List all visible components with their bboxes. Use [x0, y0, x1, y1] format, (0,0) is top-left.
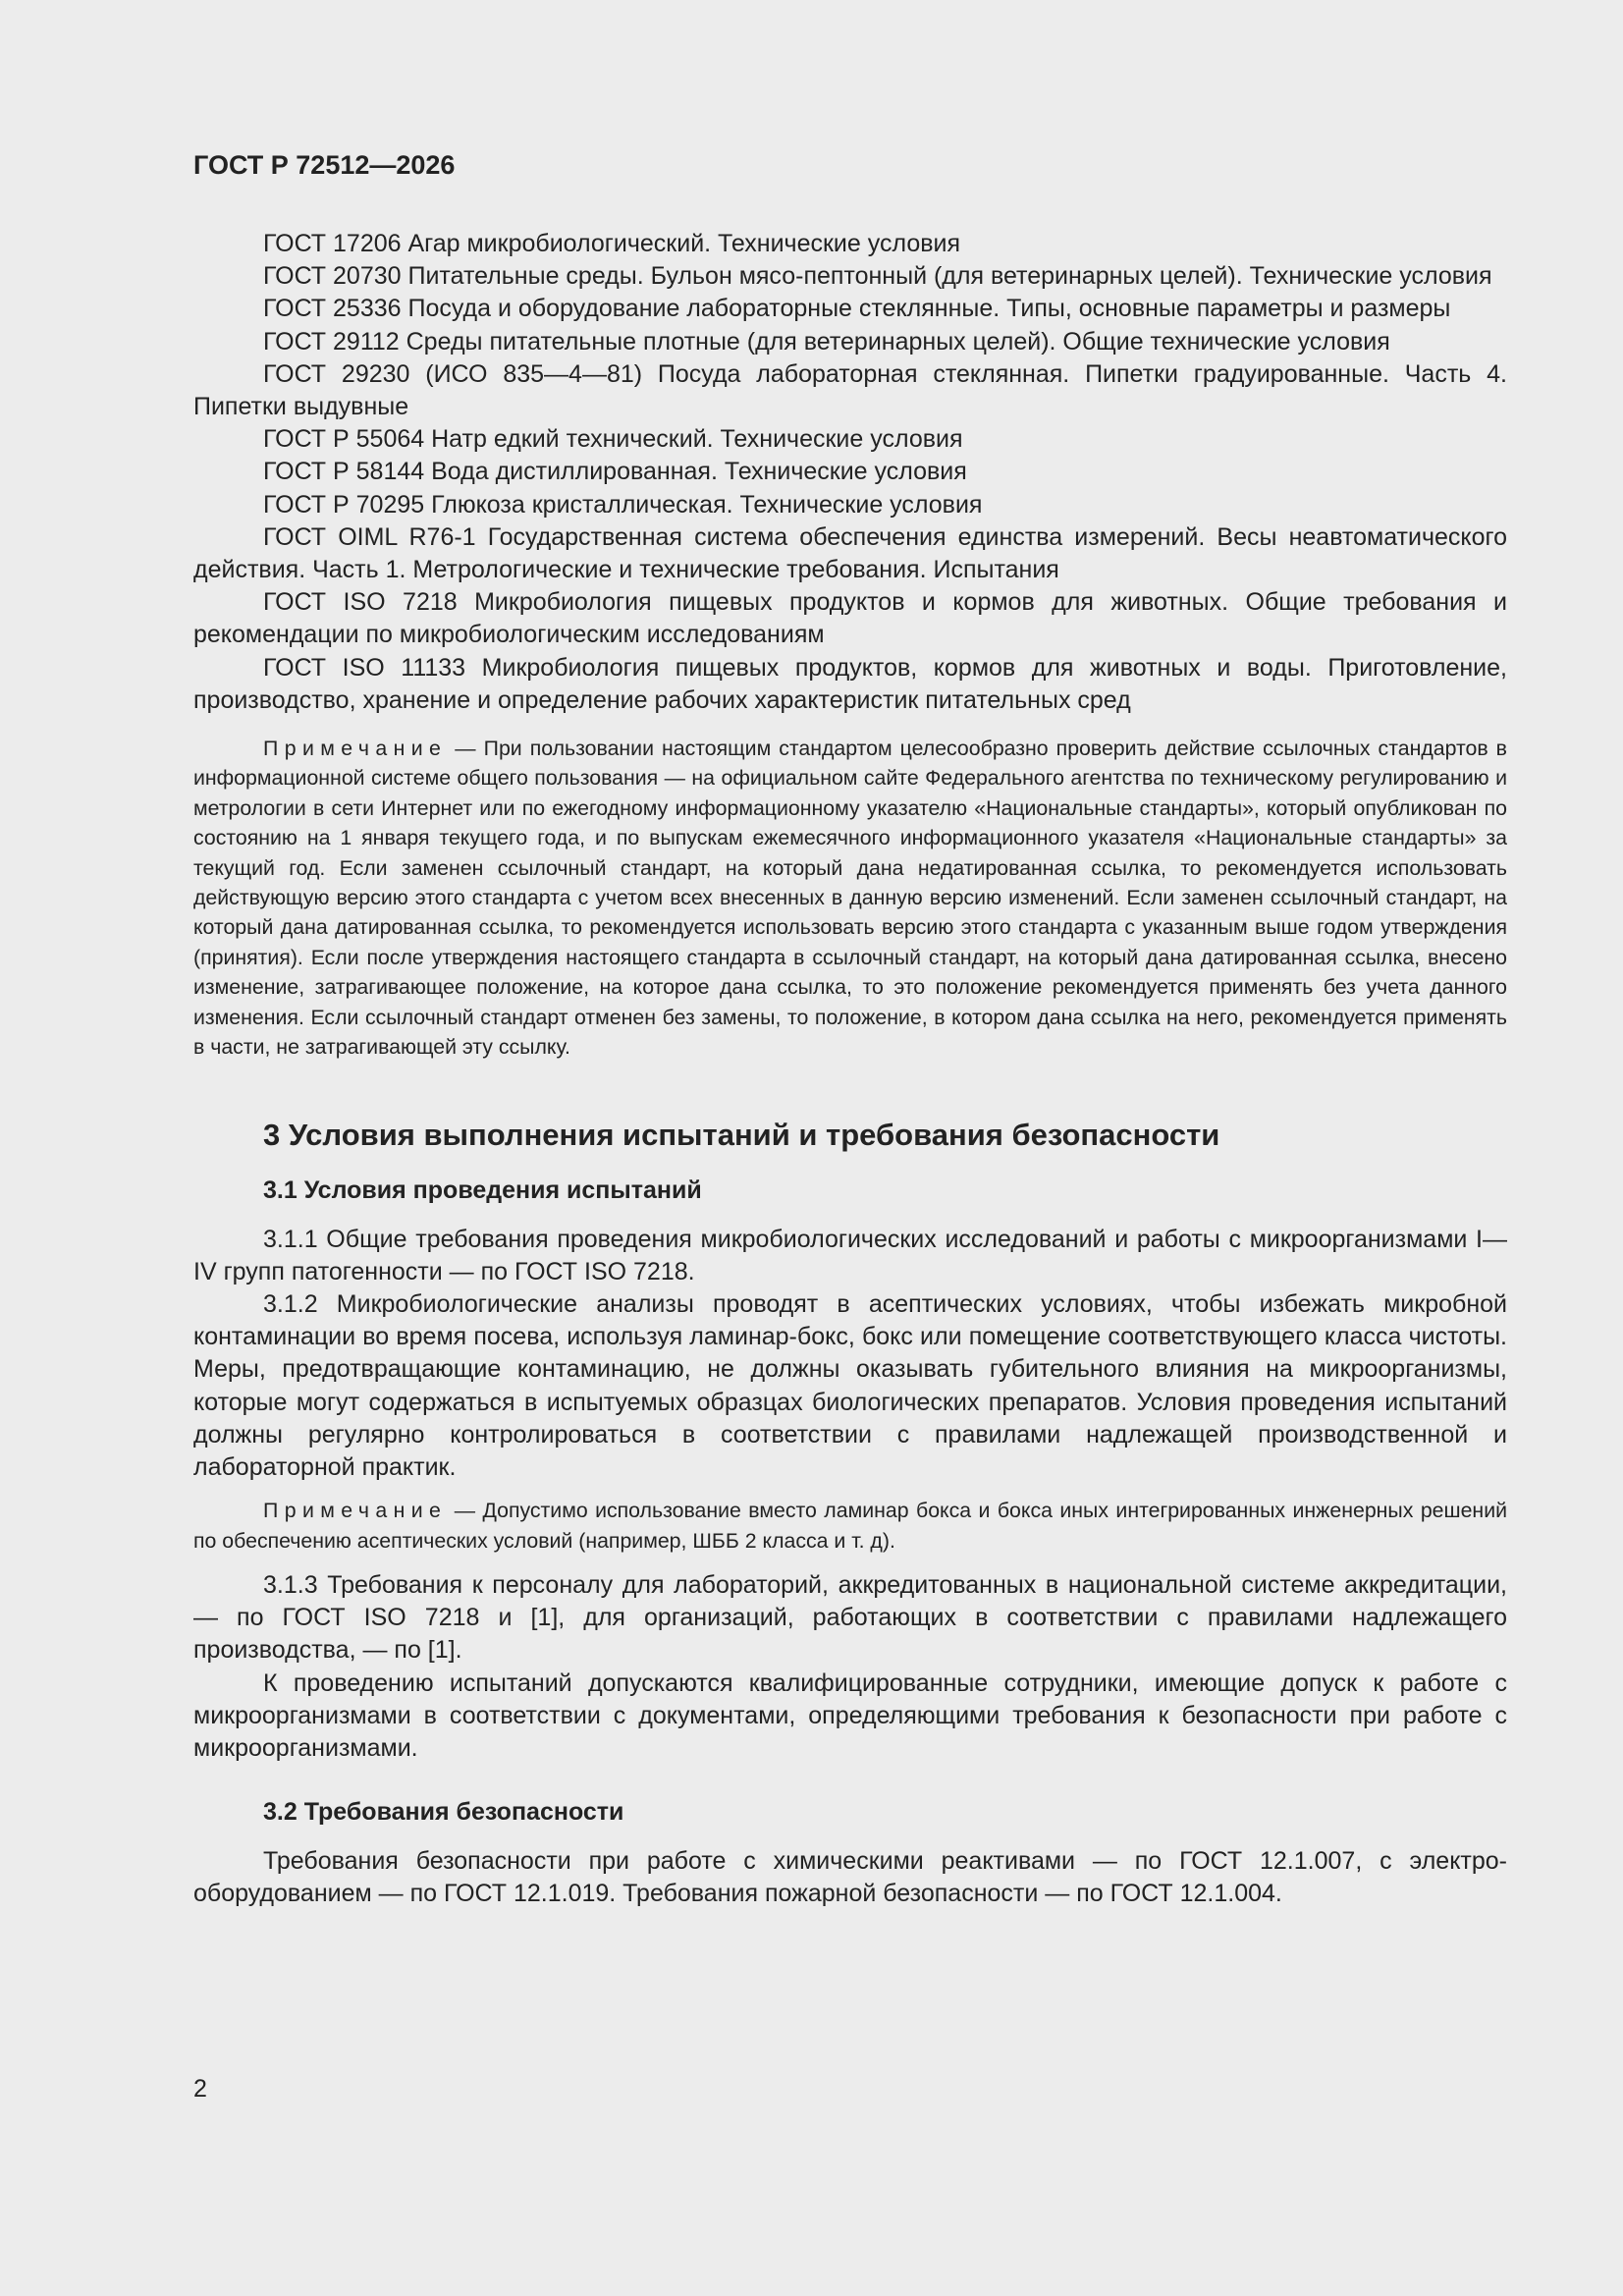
subsection-3-2-body	[193, 1845, 1507, 1910]
reference-item: ГОСТ OIML R76-1 Государственная система обеспечения единства измерений. Весы неавтоматического действия. Часть 1. Метрологические и технические требования. Испытания	[193, 522, 1507, 584]
note-label: Примечание	[263, 737, 448, 761]
reference-item: ГОСТ Р 58144 Вода дистиллированная. Технические условия	[263, 458, 967, 486]
reference-item: ГОСТ 25336 Посуда и оборудование лабораторные стеклянные. Типы, основные параметры и размеры	[263, 295, 1451, 323]
paragraph-3-1-3: 3.1.3 Требования к персоналу для лабораторий, аккредитованных в национальной системе аккредитации, — по ГОСТ ISO 7218 и [1], для организаций, работающих в соответствии с правилами надлежащего производства, — по [1].	[193, 1570, 1507, 1665]
normative-references	[193, 228, 1507, 717]
reference-item: ГОСТ Р 55064 Натр едкий технический. Технические условия	[263, 425, 963, 454]
reference-item: ГОСТ Р 70295 Глюкоза кристаллическая. Технические условия	[263, 490, 983, 519]
subsection-3-1-title: 3.1 Условия проведения испытаний	[263, 1175, 702, 1204]
reference-item: ГОСТ ISO 7218 Микробиология пищевых продуктов и кормов для животных. Общие требования и рекомендации по микробиологическим исследованиям	[193, 588, 1507, 649]
note-laminar-box	[193, 1496, 1507, 1556]
paragraph-personnel: К проведению испытаний допускаются квалифицированные сотрудники, имеющие допуск к работе с микроорганизмами в соответствии с документами, определяющими требования к безопасности при работе с микроорганизмами.	[193, 1668, 1507, 1762]
page-number: 2	[193, 2075, 207, 2103]
note-references	[193, 734, 1507, 1062]
reference-item: ГОСТ ISO 11133 Микробиология пищевых продуктов, кормов для животных и воды. Приготовление, производство, хранение и определение рабочих характеристик питательных сред	[193, 653, 1507, 714]
paragraph-3-1-2: 3.1.2 Микробиологические анализы проводят в асептических условиях, чтобы избежать микробной контаминации во время посева, используя ламинар-бокс, бокс или помещение соответствующего класса чистоты. Меры, предотвращающие контаминацию, не должны оказывать губительного влияния на микроорганизмы, которые могут содержаться в испытуемых образцах биологических препаратов. Условия проведения испытаний должны регулярно контролироваться в соответствии с правилами надлежащей производственной и лабораторной практик.	[193, 1289, 1507, 1481]
document-header: ГОСТ Р 72512—2026	[193, 150, 456, 180]
reference-item: ГОСТ 17206 Агар микробиологический. Технические условия	[263, 230, 961, 257]
section-3-title: 3 Условия выполнения испытаний и требования безопасности	[263, 1117, 1220, 1152]
subsection-3-1-3-body	[193, 1569, 1507, 1765]
reference-item: ГОСТ 20730 Питательные среды. Бульон мясо-пептонный (для ветеринарных целей). Технические условия	[263, 262, 1492, 291]
note-text: — При пользовании настоящим стандартом целесообразно проверить действие ссылочных стандартов в информационной системе общего пользования — на официальном сайте Федерального агентства по техническому регулированию и метрологии в сети Интернет или по ежегодному информационному указателю «Национальные стандарты», который опубликован по состоянию на 1 января текущего года, и по выпускам ежемесячного информационного указателя «Национальные стандарты» за текущий год. Если заменен ссылочный стандарт, на который дана недатированная ссылка, то рекомендуется использовать действующую версию этого стандарта с учетом всех внесенных в данную версию изменений. Если заменен ссылочный стандарт, на который дана датированная ссылка, то рекомендуется использовать версию этого стандарта с указанным выше годом утверждения (принятия). Если после утверждения настоящего стандарта в ссылочный стандарт, на который дана датированная ссылка, внесено изменение, затрагивающее положение, на которое дана ссылка, то это положение рекомендуется применять без учета данного изменения. Если ссылочный стандарт отменен без замены, то положение, в котором дана ссылка на него, рекомендуется применять в части, не затрагивающей эту ссылку.	[193, 737, 1507, 1060]
note-text: — Допустимо использование вместо ламинар бокса и бокса иных интегрированных инженерных решений по обеспечению асептических условий (например, ШББ 2 класса и т. д).	[193, 1499, 1507, 1553]
subsection-3-2-title: 3.2 Требования безопасности	[263, 1798, 624, 1827]
reference-item: ГОСТ 29112 Среды питательные плотные (для ветеринарных целей). Общие технические условия	[263, 327, 1390, 355]
paragraph-3-2: Требования безопасности при работе с химическими реактивами — по ГОСТ 12.1.007, с электрооборудованием — по ГОСТ 12.1.019. Требования пожарной безопасности — по ГОСТ 12.1.004.	[193, 1847, 1507, 1908]
page-content	[193, 145, 1507, 1911]
note-label: Примечание	[263, 1499, 448, 1523]
paragraph-3-1-1: 3.1.1 Общие требования проведения микробиологических исследований и работы с микроорганизмами I—IV групп патогенности — по ГОСТ ISO 7218.	[193, 1225, 1507, 1285]
reference-item: ГОСТ 29230 (ИСО 835—4—81) Посуда лабораторная стеклянная. Пипетки градуированные. Часть 4. Пипетки выдувные	[193, 359, 1507, 421]
subsection-3-1-body	[193, 1224, 1507, 1485]
